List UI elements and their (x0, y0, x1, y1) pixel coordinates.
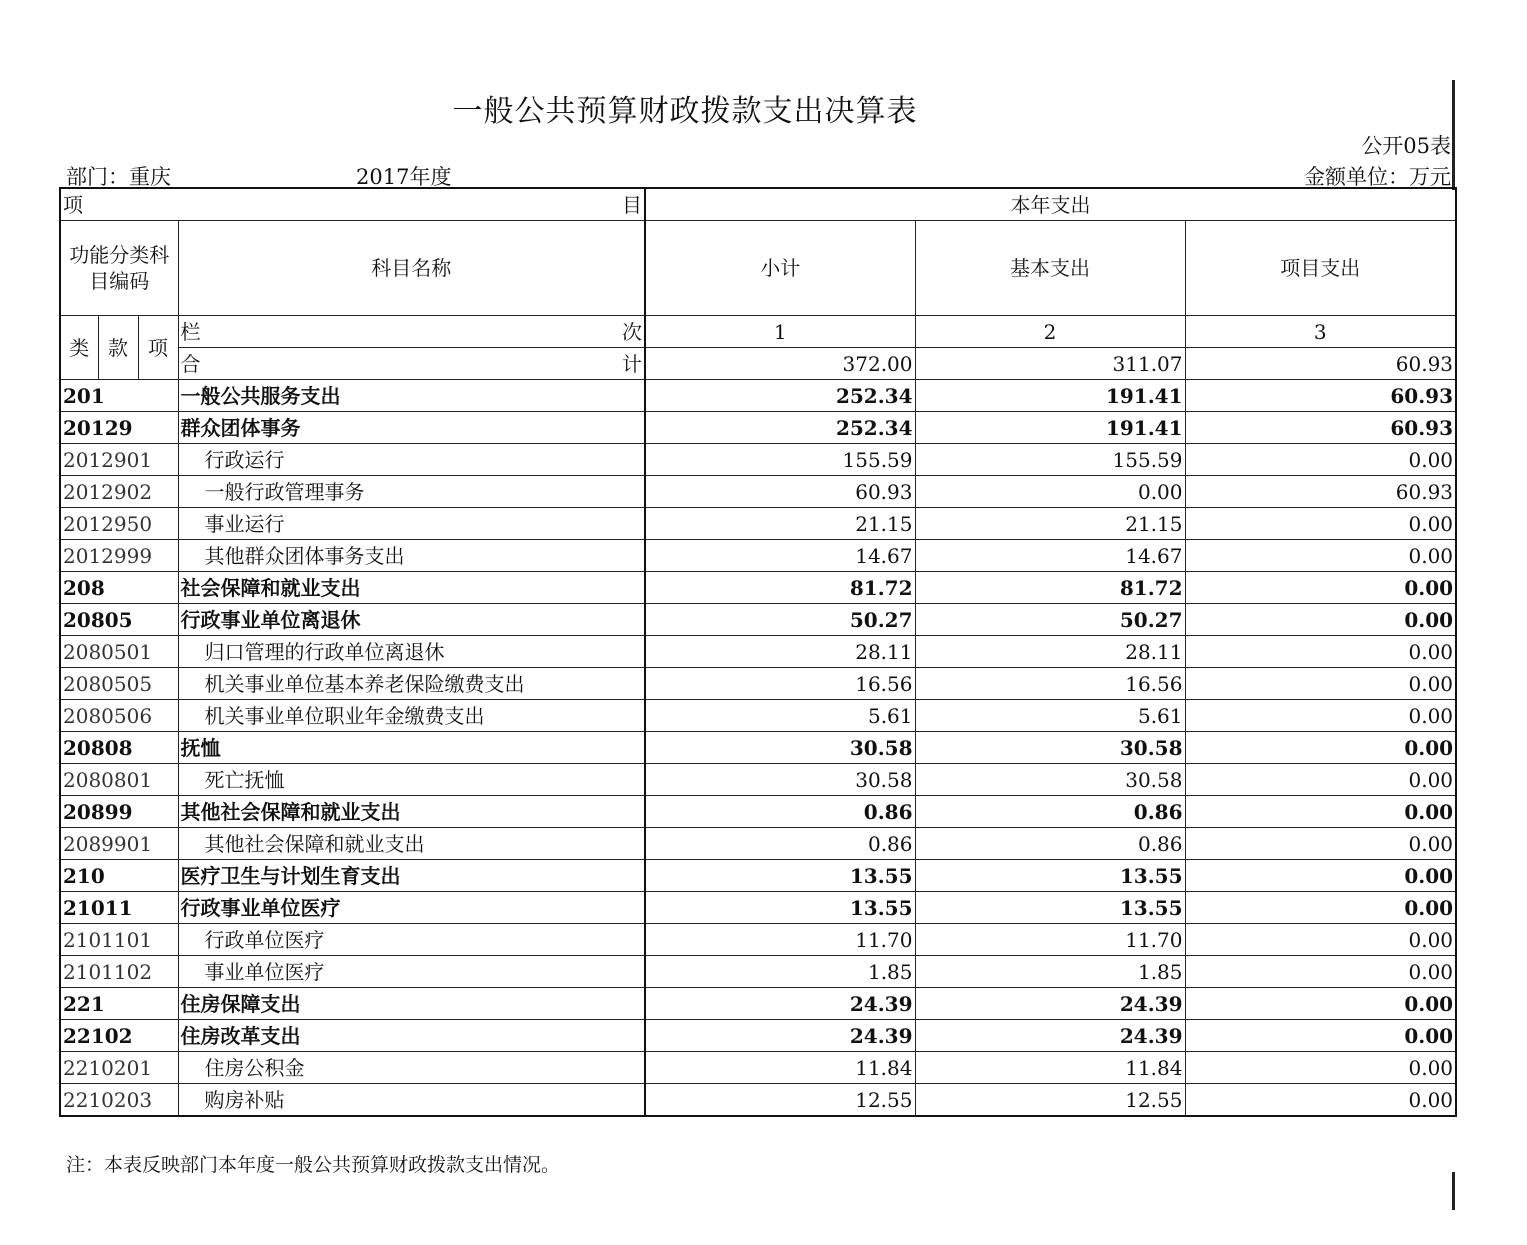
row-code: 2210201 (60, 1052, 178, 1084)
row-code: 2101102 (60, 956, 178, 988)
row-basic: 14.67 (915, 540, 1185, 572)
row-project: 0.00 (1185, 572, 1456, 604)
row-project: 0.00 (1185, 988, 1456, 1020)
row-subtotal: 30.58 (645, 732, 915, 764)
header-expense: 本年支出 (645, 188, 1456, 221)
row-subtotal: 5.61 (645, 700, 915, 732)
row-subject-name: 住房保障支出 (178, 988, 645, 1020)
row-code: 2080501 (60, 636, 178, 668)
row-subtotal: 28.11 (645, 636, 915, 668)
row-project: 0.00 (1185, 1020, 1456, 1052)
row-subject-name: 行政事业单位离退休 (178, 604, 645, 636)
row-subject-name: 事业单位医疗 (178, 956, 645, 988)
header-row-1 (60, 188, 1456, 221)
footnote: 注：本表反映部门本年度一般公共预算财政拨款支出情况。 (66, 1154, 561, 1176)
row-code: 22102 (60, 1020, 178, 1052)
row-basic: 1.85 (915, 956, 1185, 988)
row-basic: 81.72 (915, 572, 1185, 604)
row-project: 0.00 (1185, 1084, 1456, 1117)
row-basic: 21.15 (915, 508, 1185, 540)
row-project: 0.00 (1185, 444, 1456, 476)
header-lan: 栏 (180, 319, 201, 344)
table-row (60, 764, 1456, 796)
row-subtotal: 252.34 (645, 380, 915, 412)
row-basic: 30.58 (915, 732, 1185, 764)
row-subtotal: 30.58 (645, 764, 915, 796)
row-subject-name: 死亡抚恤 (178, 764, 645, 796)
row-project: 0.00 (1185, 860, 1456, 892)
row-code: 20899 (60, 796, 178, 828)
row-subject-name: 住房改革支出 (178, 1020, 645, 1052)
table-row (60, 732, 1456, 764)
row-subject-name: 医疗卫生与计划生育支出 (178, 860, 645, 892)
row-basic: 0.86 (915, 828, 1185, 860)
margin-line-bottom (1452, 1172, 1455, 1210)
row-code: 2012902 (60, 476, 178, 508)
amount-unit: 金额单位：万元 (1304, 165, 1451, 189)
row-subject-name: 事业运行 (178, 508, 645, 540)
header-lei: 类 (60, 316, 98, 380)
row-project: 0.00 (1185, 924, 1456, 956)
row-subtotal: 50.27 (645, 604, 915, 636)
header-basic: 基本支出 (915, 221, 1185, 316)
row-subtotal: 60.93 (645, 476, 915, 508)
header-func-code-text: 功能分类科目编码 (69, 243, 170, 293)
total-subtotal: 372.00 (645, 348, 915, 380)
header-item-left: 项 (63, 192, 83, 217)
header-row-3 (60, 316, 1456, 348)
fiscal-year: 2017年度 (356, 165, 452, 189)
row-project: 60.93 (1185, 412, 1456, 444)
row-subtotal: 13.55 (645, 892, 915, 924)
row-basic: 28.11 (915, 636, 1185, 668)
row-basic: 11.70 (915, 924, 1185, 956)
row-subject-name: 群众团体事务 (178, 412, 645, 444)
row-subtotal: 81.72 (645, 572, 915, 604)
form-number: 公开05表 (1361, 134, 1451, 158)
total-basic: 311.07 (915, 348, 1185, 380)
row-subject-name: 抚恤 (178, 732, 645, 764)
table-row (60, 540, 1456, 572)
row-subtotal: 14.67 (645, 540, 915, 572)
header-row-2 (60, 221, 1456, 316)
margin-line-top (1452, 80, 1455, 190)
row-project: 0.00 (1185, 668, 1456, 700)
row-subtotal: 16.56 (645, 668, 915, 700)
row-subtotal: 13.55 (645, 860, 915, 892)
header-item-cell (60, 188, 645, 221)
row-project: 0.00 (1185, 604, 1456, 636)
header-col1: 1 (645, 316, 915, 348)
table-row (60, 1052, 1456, 1084)
row-project: 0.00 (1185, 1052, 1456, 1084)
table-row (60, 828, 1456, 860)
budget-table (59, 187, 1457, 1117)
table-row (60, 380, 1456, 412)
row-subtotal: 24.39 (645, 1020, 915, 1052)
row-code: 2080506 (60, 700, 178, 732)
total-row (60, 348, 1456, 380)
row-basic: 24.39 (915, 988, 1185, 1020)
row-code: 2101101 (60, 924, 178, 956)
table-row (60, 508, 1456, 540)
row-project: 0.00 (1185, 700, 1456, 732)
row-code: 2080801 (60, 764, 178, 796)
table-row (60, 892, 1456, 924)
header-col3: 3 (1185, 316, 1456, 348)
row-subject-name: 购房补贴 (178, 1084, 645, 1117)
header-xiang: 项 (138, 316, 178, 380)
table-row (60, 1020, 1456, 1052)
row-project: 0.00 (1185, 764, 1456, 796)
row-subject-name: 住房公积金 (178, 1052, 645, 1084)
row-code: 2080505 (60, 668, 178, 700)
row-subject-name: 其他社会保障和就业支出 (178, 796, 645, 828)
table-row (60, 476, 1456, 508)
row-subject-name: 其他社会保障和就业支出 (178, 828, 645, 860)
row-basic: 13.55 (915, 892, 1185, 924)
row-project: 60.93 (1185, 380, 1456, 412)
row-project: 0.00 (1185, 508, 1456, 540)
row-subtotal: 21.15 (645, 508, 915, 540)
header-subject-name: 科目名称 (178, 221, 645, 316)
row-project: 0.00 (1185, 636, 1456, 668)
header-kuan: 款 (98, 316, 138, 380)
row-subject-name: 行政单位医疗 (178, 924, 645, 956)
header-ci: 次 (622, 319, 642, 344)
table-row (60, 668, 1456, 700)
header-item-right: 目 (622, 192, 642, 217)
row-basic: 16.56 (915, 668, 1185, 700)
row-project: 0.00 (1185, 732, 1456, 764)
row-basic: 191.41 (915, 380, 1185, 412)
row-subject-name: 行政运行 (178, 444, 645, 476)
table-row (60, 956, 1456, 988)
total-label-cell (178, 348, 645, 380)
row-code: 20808 (60, 732, 178, 764)
header-subtotal: 小计 (645, 221, 915, 316)
department-label: 部门：重庆 (66, 165, 171, 189)
row-subject-name: 归口管理的行政单位离退休 (178, 636, 645, 668)
row-subtotal: 11.84 (645, 1052, 915, 1084)
row-basic: 11.84 (915, 1052, 1185, 1084)
table-row (60, 412, 1456, 444)
row-basic: 0.00 (915, 476, 1185, 508)
row-project: 0.00 (1185, 828, 1456, 860)
row-subject-name: 行政事业单位医疗 (178, 892, 645, 924)
row-basic: 50.27 (915, 604, 1185, 636)
row-subject-name: 一般行政管理事务 (178, 476, 645, 508)
row-subtotal: 24.39 (645, 988, 915, 1020)
header-project: 项目支出 (1185, 221, 1456, 316)
row-code: 21011 (60, 892, 178, 924)
table-row (60, 860, 1456, 892)
row-subtotal: 11.70 (645, 924, 915, 956)
row-subject-name: 机关事业单位基本养老保险缴费支出 (178, 668, 645, 700)
row-subject-name: 其他群众团体事务支出 (178, 540, 645, 572)
row-basic: 0.86 (915, 796, 1185, 828)
row-basic: 24.39 (915, 1020, 1185, 1052)
row-code: 2012901 (60, 444, 178, 476)
row-basic: 30.58 (915, 764, 1185, 796)
row-subtotal: 252.34 (645, 412, 915, 444)
table-row (60, 988, 1456, 1020)
row-code: 210 (60, 860, 178, 892)
page-title: 一般公共预算财政拨款支出决算表 (452, 94, 918, 129)
row-subtotal: 0.86 (645, 796, 915, 828)
row-subtotal: 12.55 (645, 1084, 915, 1117)
header-col2: 2 (915, 316, 1185, 348)
row-project: 0.00 (1185, 892, 1456, 924)
header-func-code (60, 221, 178, 316)
table-row (60, 572, 1456, 604)
header-lanci-cell (178, 316, 645, 348)
row-project: 0.00 (1185, 956, 1456, 988)
row-basic: 13.55 (915, 860, 1185, 892)
row-code: 20805 (60, 604, 178, 636)
row-project: 60.93 (1185, 476, 1456, 508)
total-he: 合 (180, 351, 201, 376)
row-code: 208 (60, 572, 178, 604)
row-subtotal: 155.59 (645, 444, 915, 476)
row-code: 201 (60, 380, 178, 412)
table-row (60, 444, 1456, 476)
total-project: 60.93 (1185, 348, 1456, 380)
row-code: 2210203 (60, 1084, 178, 1117)
row-subject-name: 一般公共服务支出 (178, 380, 645, 412)
row-subtotal: 1.85 (645, 956, 915, 988)
table-row (60, 700, 1456, 732)
row-subtotal: 0.86 (645, 828, 915, 860)
row-basic: 12.55 (915, 1084, 1185, 1117)
table-row (60, 796, 1456, 828)
row-code: 20129 (60, 412, 178, 444)
row-basic: 191.41 (915, 412, 1185, 444)
table-row (60, 636, 1456, 668)
row-code: 2089901 (60, 828, 178, 860)
table-row (60, 1084, 1456, 1117)
total-ji: 计 (622, 351, 642, 376)
row-project: 0.00 (1185, 796, 1456, 828)
row-subject-name: 社会保障和就业支出 (178, 572, 645, 604)
row-code: 2012950 (60, 508, 178, 540)
row-code: 221 (60, 988, 178, 1020)
row-basic: 5.61 (915, 700, 1185, 732)
table-row (60, 604, 1456, 636)
row-basic: 155.59 (915, 444, 1185, 476)
row-code: 2012999 (60, 540, 178, 572)
table-row (60, 924, 1456, 956)
row-subject-name: 机关事业单位职业年金缴费支出 (178, 700, 645, 732)
row-project: 0.00 (1185, 540, 1456, 572)
